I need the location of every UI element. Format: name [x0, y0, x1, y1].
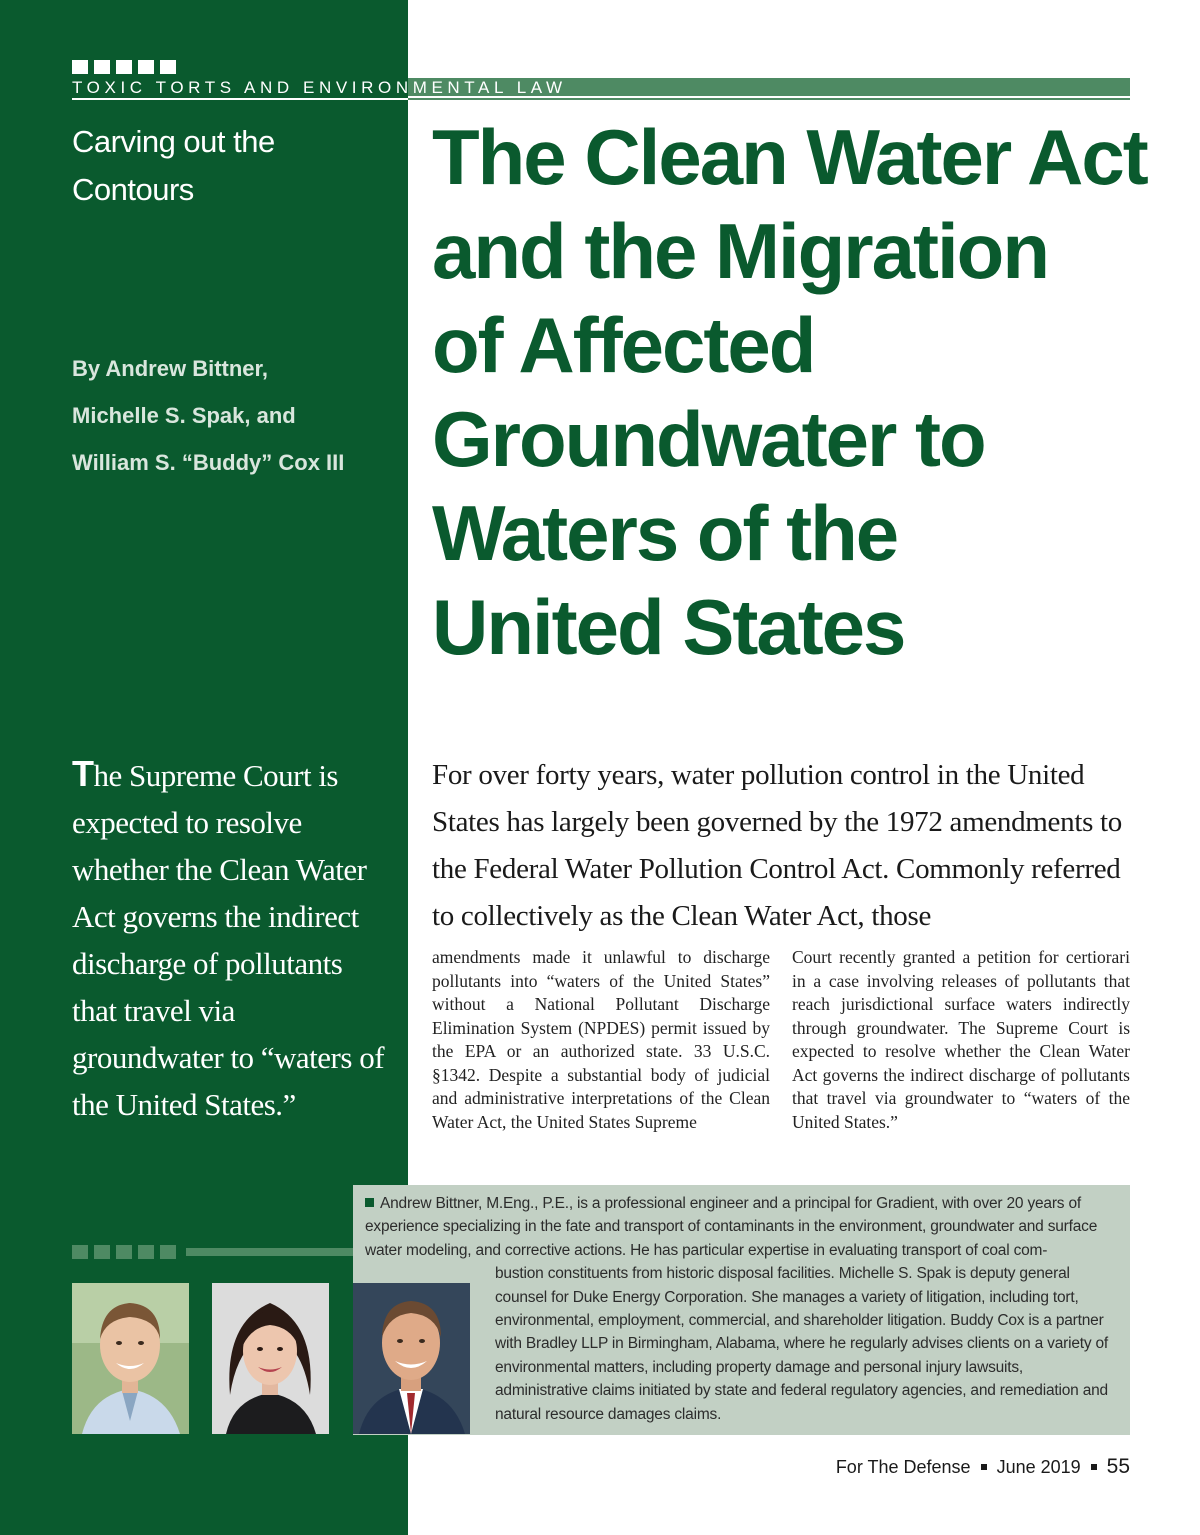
section-label: TOXIC TORTS AND ENVIRONMENTAL LAW — [72, 78, 567, 97]
kicker: Carving out the Contours — [72, 124, 275, 207]
page-number: 55 — [1106, 1455, 1130, 1478]
footer-publication: For The Defense — [835, 1457, 971, 1477]
section-rule — [408, 98, 1130, 100]
bullet-icon — [365, 1198, 374, 1207]
lead-paragraph: For over forty years, water pollution control in the United States has largely been governed by the 1972 amendments to the Federal Water Pollution Control Act. Commonly referred to collectively as the Clean Water Act, those — [432, 759, 1122, 932]
body-column-2: Court recently granted a petition for certiorari in a case involving releases of pollutants that reach jurisdictional surface waters indirectly through groundwater. The Supreme Court is expected to resolve whether the Clean Water Act governs the indirect discharge of pollutants that travel via groundwater to “waters of the United States.” — [792, 947, 1130, 1132]
article-title: The Clean Water Act and the Migration of Affected Groundwater to Waters of the United States — [432, 113, 1147, 671]
author-bio: Andrew Bittner, M.Eng., P.E., is a professional engineer and a principal for Gradient, with over 20 years of experience specializing in the fate and transport of contaminants in the environment, groundwater and surface water modeling, and corrective actions. He has particular expertise in evaluating transport of coal com- bustion constituents from historic disposal facilities. Michelle S. Spak is deputy general counsel for Duke Energy Corporation. She manages a variety of litigation, including tort, environmental, employment, commercial, and shareholder litigation. Buddy Cox is a partner with Bradley LLP in Birmingham, Alabama, where he regularly advises clients on a variety of environmental matters, including property damage and personal injury lawsuits, administrative claims initiated by state and federal regulatory agencies, and remediation and natural resource damages claims. — [365, 1195, 1109, 1423]
body-column-1: amendments made it unlawful to discharge pollutants into “waters of the United States” without a National Pollutant Discharge Elimination System (NPDES) permit issued by the EPA or an authorized state. 33 U.S.C. §1342. Despite a substantial body of judicial and administrative interpretations of the Clean Water Act, the United States Supreme — [432, 947, 770, 1132]
byline — [72, 345, 402, 486]
byline-author: William S. “Buddy” Cox III — [72, 450, 345, 475]
separator-icon — [981, 1464, 987, 1470]
bio-squares-icon — [72, 1245, 176, 1259]
author-photo-spak — [212, 1283, 329, 1434]
section-squares-icon — [72, 60, 176, 74]
bio-rule — [186, 1248, 353, 1256]
author-photo-bittner — [72, 1283, 189, 1434]
footer-date: June 2019 — [996, 1457, 1081, 1477]
separator-icon — [1091, 1464, 1097, 1470]
author-photo-cox — [353, 1283, 470, 1434]
byline-author: Michelle S. Spak, and — [72, 403, 296, 428]
pull-quote: The Supreme Court is expected to resolve whether the Clean Water Act governs the indirect discharge of pollutants that travel via groundwater to “waters of the United States.” — [72, 753, 385, 1122]
page-footer — [836, 1455, 1130, 1479]
byline-author: By Andrew Bittner, — [72, 356, 268, 381]
section-rule-left — [72, 98, 408, 100]
